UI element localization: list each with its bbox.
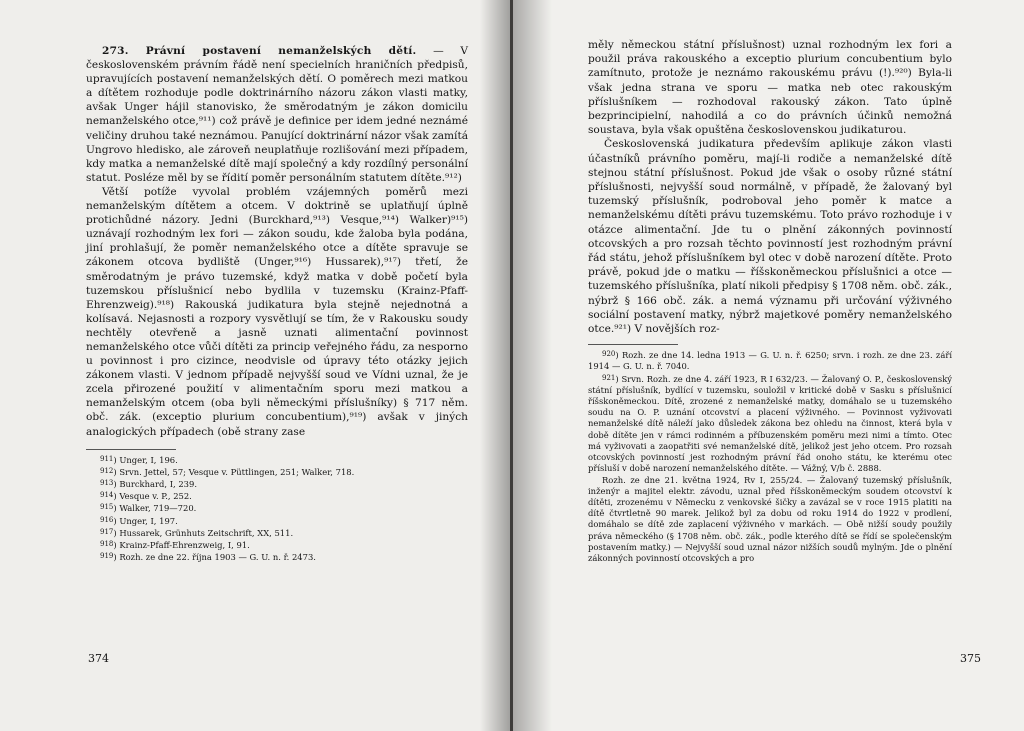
footnote: $^{914}$) Vesque v. P., 252. xyxy=(100,491,192,502)
footnote-number: 911 xyxy=(100,454,114,463)
footnote-number: 921 xyxy=(602,373,616,382)
footnote-text: Srvn. Jettel, 57; Vesque v. Püttlingen, 251; Walker, 718. xyxy=(119,466,355,477)
footnote: $^{918}$) Krainz-Pfaff-Ehrenzweig, I, 91. xyxy=(100,540,250,551)
footnote: $^{917}$) Hussarek, Grünhuts Zeitschrift, XX, 511. xyxy=(100,527,294,538)
footnote-number: 917 xyxy=(100,527,114,536)
footnote-text: Unger, I, 197. xyxy=(119,515,178,526)
book-gutter xyxy=(510,0,513,731)
footnote: $^{921}$) Srvn. Rozh. ze dne 4. září 1923, R I 632/23. — Žalovaný O. P., československý státní příslušník, bydlící v tuzemsku, souložil v kritické době v Sasku s příslušnicí říšskoněmeckou. Dítě, zrozené z nemanželské matky, domáhalo se u tuzemského soudu na O. P. uznání otcovství a placení výživného. — Povinnost vyživovati nemanželské dítě náleží jako důsledek zákona bez ohledu na činnost, která byla v době dítěte jen v rámci rodinném a příbuzenském poměru mezi nimi a tímto. Otec má vyživovati a zaopatřiti své nemanželské dítě, jelikož jest jeho otcem. Pro rozsah otcovských povinností jest rozhodným právní řád onoho státu, ke kterému otec přísluší v době narození nemanželského dítěte. — Vážný, V/b č. 2888. xyxy=(588,373,952,474)
right-paragraph-1: měly německou státní příslušnost) uznal rozhodným lex fori a použil práva rakouského a exceptio plurium concubentium bylo zamítnuto, protože je neznámo rakouskému právu (!).⁹²⁰) Byla-li však jedna strana ve sporu — matka neb otec rakouským příslušníkem — rozhodoval rakouský zákon. Tato úplně bezprincipielní, nahodilá a co do právních účinků nemožná soustava, byla však opuštěna československou judikaturou. xyxy=(588,39,952,137)
footnote-text: Unger, I, 196. xyxy=(119,454,178,465)
footnote-text: Vesque v. P., 252. xyxy=(119,491,192,502)
left-first-paragraph xyxy=(86,44,468,185)
right-paragraph-2: Československá judikatura především aplikuje zákon vlasti účastníků právního poměru, mají-li rodiče a nemanželské dítě stejnou státní příslušnost. Pokud jde však o osoby různé státní příslušnosti, nejvyšší soud normálně, v případě, že žalovaný byl tuzemský příslušník, podroboval jeho poměr k matce a nemanželskému dítěti právu tuzemskému. Toto právo rozhoduje i v otázce alimentační. Jde tu o plnění zákonných povinností otcovských a pro rozsah těchto povinností jest rozhodným právní řád státu, jehož příslušníkem byl otec v době narození dítěte. Proto právě, pokud jde o matku — říšskoněmeckou příslušnici a otce — tuzemského příslušníka, platí nikoli předpisy § 1708 něm. obč. zák., nýbrž § 166 obč. zák. a nemá významu při určování výživného sociální postavení matky, nýbrž majetkové poměry nemanželského otce.⁹²¹) V novějších roz- xyxy=(588,138,952,336)
right-page xyxy=(512,0,1024,731)
footnote-text: Rozh. ze dne 21. května 1924, Rv I, 255/24. — Žalovaný tuzemský příslušník, inženýr a majitel elektr. závodu, uznal před říšskoněmeckým soudem otcovství k dítěti, zrozenému v Německu z venkovské šičky a zavázal se v roce 1915 platiti na dítě čtvrtletně 90 marek. Jelikož byl za dobu od roku 1914 do 1922 v prodlení, domáhalo se dítě zde zaplacení výživného v markách. — Obě nižší soudy použily práva německého (§ 1708 něm. obč. zák., podle kterého dítě se řídí se společenským postavením matky.) — Nejvyšší soud uznal názor nižších soudů mylným. Jde o plnění zákonných povinností otcovských a pro xyxy=(588,474,952,563)
footnote-text: Hussarek, Grünhuts Zeitschrift, XX, 511. xyxy=(119,527,294,538)
footnote-number: 920 xyxy=(602,350,616,359)
section-title: 273. Právní postavení nemanželských dětí. xyxy=(102,45,417,57)
footnote-number: 912 xyxy=(100,466,114,475)
page-number-left: 374 xyxy=(88,652,109,665)
footnote: $^{916}$) Unger, I, 197. xyxy=(100,515,178,526)
footnote-text: Krainz-Pfaff-Ehrenzweig, I, 91. xyxy=(119,540,250,551)
footnote-text: Rozh. ze dne 14. ledna 1913 — G. U. n. ř. 6250; srvn. i rozh. ze dne 23. září 1914 — G. U. n. ř. 7040. xyxy=(588,350,952,372)
footnote: $^{919}$) Rozh. ze dne 22. října 1903 — G. U. n. ř. 2473. xyxy=(100,552,316,563)
left-paragraph-1: — V československém právním řádě není specielních hraničních předpisů, upravujících postavení nemanželských dětí. O poměrech mezi matkou a dítětem rozhoduje podle doktrinárního názoru zákon vlasti matky, avšak Unger hájil stanovisko, že směrodatným je zákon domicilu nemanželského otce,⁹¹¹) což právě je definice per idem jedné neznámé veličiny druhou také neznámou. Panující doktrinární názor však zamítá Ungrovo hledisko, ale zároveň neuplatňuje rozlišování mezi případem, kdy matka a nemanželské dítě mají společný a kdy rozdílný personální statut. Posléze měl by se řídití poměr personálním statutem dítěte.⁹¹²) xyxy=(86,45,469,184)
right-footnotes xyxy=(588,349,952,564)
footnote xyxy=(588,475,952,565)
footnote: $^{915}$) Walker, 719—720. xyxy=(100,503,197,514)
footnote-text: Rozh. ze dne 22. října 1903 — G. U. n. ř. 2473. xyxy=(119,552,316,563)
footnote-number: 916 xyxy=(100,515,114,524)
footnote: $^{912}$) Srvn. Jettel, 57; Vesque v. Püttlingen, 251; Walker, 718. xyxy=(100,466,355,477)
footnote: $^{911}$) Unger, I, 196. xyxy=(100,454,178,465)
left-paragraph-2: Větší potíže vyvolal problém vzájemných poměrů mezi nemanželským dítětem a otcem. V doktrině se uplatňují úplně protichůdné názory. Jedni (Burckhard,⁹¹³) Vesque,⁹¹⁴) Walker)⁹¹⁵) uznávají rozhodným lex fori — zákon soudu, kde žaloba byla podána, jiní prohlašují, že poměr nemanželského otce a dítěte spravuje se zákonem otcova bydliště (Unger,⁹¹⁶) Hussarek),⁹¹⁷) třetí, že směrodatným je právo tuzemské, když matka v době početí byla tuzemskou příslušnicí nebo bydlila v tuzemsku (Krainz-Pfaff-Ehrenzweig).⁹¹⁸) Rakouská judikatura byla stejně nejednotná a kolísavá. Nejasnosti a rozpory vysvětlují se tím, že v Rakousku soudy nechtěly otevřeně a jasně uznati alimentační povinnost nemanželského otce vůči dítěti za princip veřejného řádu, za nesporno u povinnost i pro cizince, neodvisle od úpravy této otázky jejich zákonem vlasti. V jednom případě nejvyšší soud ve Vídni uznal, že je zcela přirozené použití v alimentačním sporu mezi matkou a nemanželským otcem (oba byli německými příslušníky) § 717 něm. obč. zák. (exceptio plurium concubentium),⁹¹⁹) avšak v jiných analogických případech (obě strany zase xyxy=(86,185,468,438)
footnote-text: Walker, 719—720. xyxy=(119,503,197,514)
footnote-number: 914 xyxy=(100,491,114,500)
footnote: $^{913}$) Burckhard, I, 239. xyxy=(100,479,197,490)
footnote-number: 918 xyxy=(100,540,114,549)
footnote-text: Srvn. Rozh. ze dne 4. září 1923, R I 632/23. — Žalovaný O. P., československý státní příslušník, bydlící v tuzemsku, souložil v kritické době v Sasku s příslušnicí říšskoněmeckou. Dítě, zrozené z nemanželské matky, domáhalo se u tuzemského soudu na O. P. uznání otcovství a placení výživného. — Povinnost vyživovati nemanželské dítě náleží jako důsledek zákona bez ohledu na činnost, která byla v době dítěte jen v rámci rodinném a příbuzenském poměru mezi nimi a tímto. Otec má vyživovati a zaopatřiti své nemanželské dítě, jelikož jest jeho otcem. Pro rozsah otcovských povinností jest rozhodným právní řád onoho státu, ke kterému otec přísluší v době narození nemanželského dítěte. — Vážný, V/b č. 2888. xyxy=(588,373,952,474)
footnote-text: Burckhard, I, 239. xyxy=(119,479,197,490)
footnote: $^{920}$) Rozh. ze dne 14. ledna 1913 — G. U. n. ř. 6250; srvn. i rozh. ze dne 23. září 1914 — G. U. n. ř. 7040. xyxy=(588,350,952,372)
footnote-number: 913 xyxy=(100,479,114,488)
page-number-right: 375 xyxy=(960,652,981,665)
footnote-number: 915 xyxy=(100,503,114,512)
footnote-number: 919 xyxy=(100,552,114,561)
left-footnotes xyxy=(86,454,468,564)
